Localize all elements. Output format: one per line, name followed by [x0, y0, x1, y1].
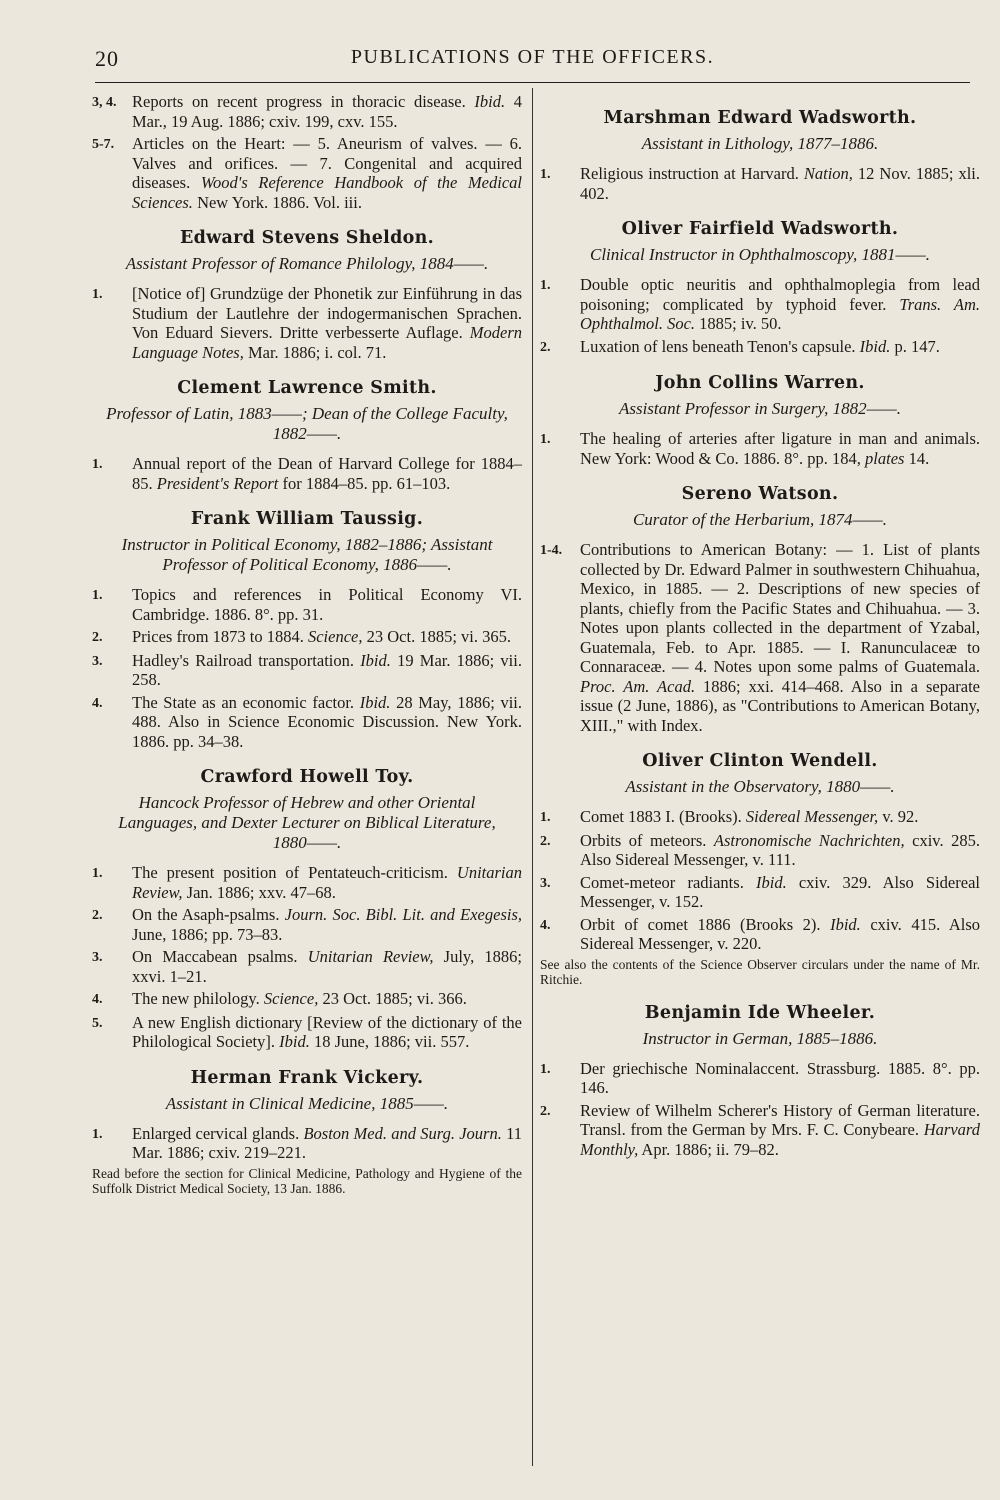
officer-position: Instructor in German, 1885–1886. [642, 1028, 878, 1048]
entry-number: 1-4. [540, 543, 563, 558]
entry-reference: 12 Nov. 1885; xli. 402. [580, 164, 980, 203]
entry-number: 5. [92, 1015, 103, 1031]
entry-reference: Mar. 1886; i. col. 71. [243, 342, 387, 362]
entry-number: 5-7. [92, 137, 115, 152]
publication-entry [92, 947, 522, 986]
entry-citation: Religious instruction at Harvard. [580, 164, 804, 183]
publication-entry [540, 337, 980, 358]
entry-number: 2. [92, 908, 103, 923]
entry-citation: Orbits of meteors. [580, 830, 714, 850]
entry-citation: On Maccabean psalms. [132, 947, 308, 966]
entry-reference: New York. 1886. Vol. iii. [192, 192, 362, 212]
entry-number: 1. [540, 278, 551, 293]
entry-number: 4. [540, 917, 551, 933]
entry-text [580, 540, 980, 735]
entry-citation: Enlarged cervical glands. [132, 1123, 304, 1143]
entry-reference: cxiv. 285. Also Sidereal Messenger, v. 111. [580, 830, 980, 869]
entry-journal: Ibid. [474, 92, 506, 111]
officer-position: Professor of Latin, 1883——; Dean of the College Faculty, 1882——. [106, 404, 508, 443]
publication-entry [92, 92, 522, 131]
officer-name: Frank William Taussig. [190, 509, 424, 529]
entry-reference: July, 1886; xxvi. 1–21. [132, 947, 522, 986]
officer-name: Marshman Edward Wadsworth. [603, 108, 917, 128]
entry-reference: 1885; iv. 50. [695, 314, 782, 333]
entry-number: 2. [540, 1103, 551, 1119]
entry-reference: p. 147. [890, 336, 940, 356]
entry-journal: Unitarian Review, [132, 863, 522, 902]
entry-number: 1. [540, 1061, 551, 1077]
left-column [92, 92, 522, 1196]
entry-text [132, 905, 522, 944]
entry-number: 1. [540, 432, 551, 447]
publication-entry [92, 284, 522, 362]
publication-entry [92, 693, 522, 752]
publication-entry [92, 627, 522, 648]
entry-citation: Orbit of comet 1886 (Brooks 2). [580, 914, 831, 934]
entry-citation: Comet-meteor radiants. [580, 872, 756, 892]
entry-text [132, 1124, 522, 1163]
entry-note: See also the contents of the Science Observer circulars under the name of Mr. Ritchie. [540, 956, 980, 987]
entry-text [132, 989, 522, 1010]
entry-journal: Nation, [803, 164, 853, 183]
page-title: PUBLICATIONS OF THE OFFICERS. [350, 46, 715, 68]
entry-reference: 14. [904, 448, 930, 468]
entry-number: 1. [92, 866, 103, 881]
entry-number: 2. [540, 833, 551, 849]
entry-citation: The new philology. [132, 989, 264, 1008]
publication-entry [92, 651, 522, 690]
entry-journal: Ibid. [830, 914, 861, 934]
entry-citation: Hadley's Railroad transportation. [132, 650, 361, 670]
entry-journal: Modern Language Notes, [132, 323, 522, 362]
entry-number: 3, 4. [92, 95, 117, 110]
officer-position: Assistant in Lithology, 1877–1886. [641, 134, 879, 153]
entry-citation: Double optic neuritis and ophthalmoplegia from lead poisoning; complicated by typhoid fever. [580, 275, 980, 314]
officer-position: Clinical Instructor in Ophthalmoscopy, 1881——. [590, 245, 930, 264]
publication-entry [92, 905, 522, 944]
publication-entry [92, 134, 522, 212]
officer-name: Clement Lawrence Smith. [177, 378, 437, 398]
entry-number: 4. [92, 695, 103, 711]
entry-journal: Proc. Am. Acad. [580, 676, 696, 696]
entry-citation: The State as an economic factor. [132, 692, 360, 712]
entry-reference: 11 Mar. 1886; cxiv. 219–221. [132, 1123, 522, 1162]
entry-journal: Science, [263, 989, 319, 1008]
entry-text [580, 1059, 980, 1098]
publication-entry [540, 1101, 980, 1160]
entry-reference: 19 Mar. 1886; vii. 258. [132, 650, 522, 689]
entry-text [132, 284, 522, 362]
officer-name: Oliver Clinton Wendell. [642, 751, 878, 771]
officer-position: Assistant in the Observatory, 1880——. [625, 777, 895, 796]
entry-reference: 4 Mar., 19 Aug. 1886; cxiv. 199, cxv. 155. [132, 92, 522, 131]
publication-entry [92, 585, 522, 624]
entry-citation: Comet 1883 I. (Brooks). [580, 807, 746, 826]
entry-number: 4. [92, 992, 103, 1007]
entry-text [132, 585, 522, 624]
entry-citation: On the Asaph-psalms. [132, 905, 285, 924]
entry-journal: Ibid. [359, 692, 391, 712]
entry-citation: [Notice of] Grundzüge der Phonetik zur Einführung in das Studium der Lautlehre der indogermanischen Sprachen. Von Eduard Sievers. Dritte verbesserte Auflage. [132, 284, 522, 342]
entry-text [580, 337, 980, 358]
entry-journal: Astronomische Nachrichten, [713, 830, 905, 850]
entry-citation: Articles on the Heart: — 5. Aneurism of valves. — 6. Valves and orifices. — 7. Congenital and acquired diseases. [132, 134, 522, 192]
officer-name: Edward Stevens Sheldon. [179, 228, 435, 248]
publication-entry [540, 915, 980, 954]
entry-citation: The healing of arteries after ligature in man and animals. New York: Wood & Co. 1886. 8°. pp. 184, [580, 429, 980, 468]
entry-number: 3. [540, 875, 551, 891]
entry-reference: 23 Oct. 1885; vi. 365. [362, 627, 511, 646]
page-header [95, 42, 970, 83]
entry-journal: Ibid. [859, 336, 891, 356]
entry-reference: June, 1886; pp. 73–83. [132, 924, 283, 944]
entry-journal: Science, [307, 627, 363, 646]
entry-journal: Wood's Reference Handbook of the Medical Sciences. [132, 173, 523, 212]
officer-position: Assistant Professor in Surgery, 1882——. [618, 399, 902, 418]
officer-name: Sereno Watson. [681, 484, 839, 504]
entry-citation: Luxation of lens beneath Tenon's capsule. [580, 336, 860, 356]
entry-text [132, 651, 522, 690]
entry-number: 2. [92, 630, 103, 645]
entry-citation: Contributions to American Botany: — 1. List of plants collected by Dr. Edward Palmer in southwestern Chihuahua, Mexico, in 1885. — 2. Descriptions of new species of plants, chiefly from the Pacific States and Chihuahua. — 3. Notes upon plants collected in the department of Yzabal, Guatemala, Feb. to Apr. 1885. — I. Ranunculaceæ to Connaraceæ. — 4. Notes upon some palms of Guatemala. [580, 540, 980, 676]
entry-reference: v. 92. [878, 807, 919, 826]
entry-text [132, 454, 522, 493]
entry-text [580, 873, 980, 912]
entry-reference: cxiv. 415. Also Sidereal Messenger, v. 220. [580, 914, 980, 953]
column-divider [532, 88, 533, 1466]
entry-text [580, 275, 980, 334]
entry-reference: 1886; xxi. 414–468. Also in a separate issue (2 June, 1886), as "Contributions to American Botany, XIII.," with Index. [580, 676, 980, 735]
entry-text [132, 947, 522, 986]
entry-number: 1. [92, 457, 103, 472]
entry-journal: Boston Med. and Surg. Journ. [303, 1123, 502, 1143]
officer-position: Assistant in Clinical Medicine, 1885——. [165, 1093, 449, 1113]
entry-journal: Ibid. [279, 1032, 310, 1051]
publication-entry [540, 275, 980, 334]
entry-reference: 23 Oct. 1885; vi. 366. [318, 989, 467, 1008]
entry-text [132, 627, 522, 648]
officer-position: Assistant Professor of Romance Philology, 1884——. [125, 254, 489, 273]
entry-text [580, 915, 980, 954]
entry-citation: Topics and references in Political Economy VI. Cambridge. 1886. 8°. pp. 31. [132, 585, 522, 624]
publication-entry [92, 1013, 522, 1052]
entry-text [132, 134, 522, 212]
entry-journal: Trans. Am. Ophthalmol. Soc. [580, 294, 980, 333]
entry-citation: Review of Wilhelm Scherer's History of German literature. Transl. from the German by Mrs. F. C. Conybeare. [580, 1100, 980, 1139]
entry-text [132, 693, 522, 752]
officer-name: John Collins Warren. [655, 373, 865, 393]
entry-text [580, 164, 980, 203]
entry-citation: Annual report of the Dean of Harvard College for 1884–85. [132, 454, 522, 493]
entry-citation: Reports on recent progress in thoracic disease. [132, 92, 475, 111]
entry-number: 1. [92, 1126, 103, 1142]
entry-number: 1. [92, 287, 103, 302]
entry-note: Read before the section for Clinical Medicine, Pathology and Hygiene of the Suffolk District Medical Society, 13 Jan. 1886. [92, 1165, 522, 1196]
publication-entry [540, 540, 980, 735]
publication-entry [540, 831, 980, 870]
entry-text [132, 863, 522, 902]
publication-entry [92, 454, 522, 493]
publication-entry [540, 807, 980, 828]
publication-entry [540, 164, 980, 203]
entry-journal: Sidereal Messenger, [745, 807, 879, 826]
entry-text [132, 92, 522, 131]
entry-journal: Unitarian Review, [307, 947, 434, 966]
officer-name: Crawford Howell Toy. [200, 767, 414, 787]
entry-number: 1. [540, 810, 551, 825]
publication-entry [540, 1059, 980, 1098]
entry-reference: for 1884–85. pp. 61–103. [278, 473, 451, 493]
entry-number: 3. [92, 950, 103, 965]
officer-position: Instructor in Political Economy, 1882–1886; Assistant Professor of Political Economy, 1886——. [121, 535, 493, 574]
entry-citation: Der griechische Nominalaccent. Strassburg. 1885. 8°. pp. 146. [580, 1058, 980, 1097]
entry-text [580, 807, 980, 828]
entry-reference: 28 May, 1886; vii. 488. Also in Science Economic Discussion. New York. 1886. pp. 34–38. [132, 692, 522, 751]
entry-journal: Journ. Soc. Bibl. Lit. and Exegesis, [284, 905, 522, 924]
entry-reference: cxiv. 329. Also Sidereal Messenger, v. 152. [580, 872, 980, 911]
right-column [540, 92, 980, 1162]
entry-number: 2. [540, 339, 551, 355]
entry-journal: Ibid. [360, 650, 391, 670]
entry-journal: Ibid. [755, 872, 787, 892]
entry-number: 1. [92, 588, 103, 603]
officer-position: Hancock Professor of Hebrew and other Oriental Languages, and Dexter Lecturer on Biblical Literature, 1880——. [118, 793, 496, 852]
officer-name: Herman Frank Vickery. [190, 1067, 424, 1088]
entry-number: 3. [92, 653, 103, 669]
officer-name: Oliver Fairfield Wadsworth. [621, 219, 899, 239]
entry-text [580, 429, 980, 468]
entry-text [132, 1013, 522, 1052]
publication-entry [540, 873, 980, 912]
entry-journal: plates [865, 448, 905, 468]
publication-entry [92, 989, 522, 1010]
entry-reference: Apr. 1886; ii. 79–82. [638, 1139, 779, 1159]
entry-text [580, 1101, 980, 1160]
entry-number: 1. [540, 167, 551, 182]
entry-citation: A new English dictionary [Review of the dictionary of the Philological Society]. [132, 1012, 522, 1051]
entry-journal: President's Report [156, 473, 279, 493]
page-number: 20 [95, 46, 119, 71]
officer-position: Curator of the Herbarium, 1874——. [632, 510, 888, 529]
entry-text [580, 831, 980, 870]
publication-entry [92, 1124, 522, 1163]
entry-citation: The present position of Pentateuch-criticism. [132, 863, 457, 882]
entry-citation: Prices from 1873 to 1884. [132, 627, 308, 646]
publication-entry [540, 429, 980, 468]
entry-reference: Jan. 1886; xxv. 47–68. [182, 882, 336, 902]
officer-name: Benjamin Ide Wheeler. [644, 1002, 876, 1023]
publication-entry [92, 863, 522, 902]
entry-reference: 18 June, 1886; vii. 557. [309, 1032, 470, 1051]
entry-journal: Harvard Monthly, [580, 1120, 980, 1159]
